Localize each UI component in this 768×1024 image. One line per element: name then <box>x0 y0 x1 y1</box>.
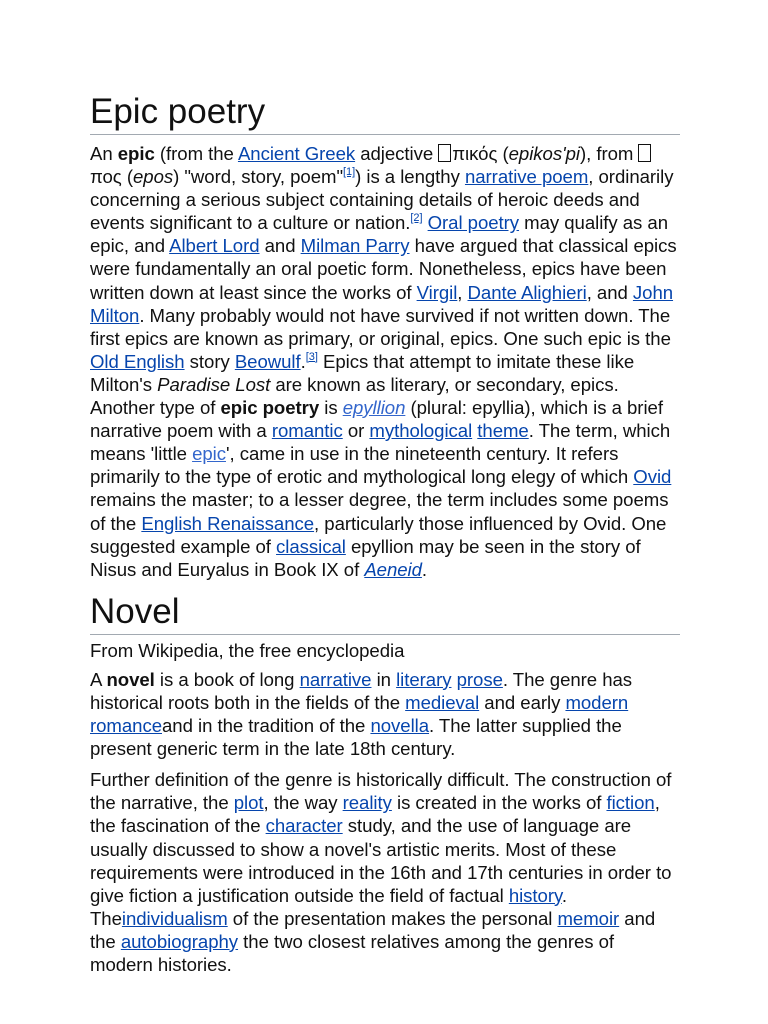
bold-term-novel: novel <box>106 668 155 690</box>
reference-link-2[interactable]: [2] <box>410 212 423 225</box>
link-beowulf[interactable]: Beowulf <box>234 350 301 372</box>
link-ancient-greek[interactable]: Ancient Greek <box>237 143 356 164</box>
link-medieval[interactable]: medieval <box>405 691 480 713</box>
link-epyllion[interactable]: epyllion <box>342 397 406 419</box>
link-literary[interactable]: literary <box>396 668 452 690</box>
link-theme[interactable]: theme <box>477 420 529 442</box>
link-character[interactable]: character <box>265 815 343 837</box>
link-old-english[interactable]: Old English <box>90 350 185 372</box>
link-oral-poetry[interactable]: Oral poetry <box>427 212 520 234</box>
reference-link-3[interactable]: [3] <box>305 350 318 363</box>
novel-paragraph-2: Further definition of the genre is historically difficult. The construction of the narrative, the plot, the way reality is created in the works of fiction, the fascination of the character study, and the use of language are usually discussed to show a novel's artistic merits. Most of these requirements were introduced in the 16th and 17th centuries in order to give fiction a justification outside the field of factual history. Theindividualism of the presentation makes the personal memoir and the autobiography the two closest relatives among the genres of modern histories. <box>90 769 672 975</box>
novel-paragraph-1: A novel is a book of long narrative in literary prose. The genre has historical roots both in the fields of the medieval and early modern romanceand in the tradition of the novella. The latter supplied the present generic term in the late 18th century. <box>90 668 633 760</box>
bold-term-epic: epic <box>117 143 155 164</box>
section-heading-novel: Novel <box>90 592 680 635</box>
link-epic[interactable]: epic <box>192 443 226 465</box>
link-dante-alighieri[interactable]: Dante Alighieri <box>467 281 587 303</box>
link-ovid[interactable]: Ovid <box>633 466 672 488</box>
link-aeneid[interactable]: Aeneid <box>364 558 422 580</box>
missing-glyph-box-icon <box>638 144 651 162</box>
link-narrative[interactable]: narrative <box>299 668 372 690</box>
link-prose[interactable]: prose <box>456 668 503 690</box>
link-autobiography[interactable]: autobiography <box>120 930 239 952</box>
link-narrative-poem[interactable]: narrative poem <box>464 166 589 188</box>
page-subtitle: From Wikipedia, the free encyclopedia <box>90 639 405 661</box>
link-fiction[interactable]: fiction <box>606 792 655 814</box>
link-individualism[interactable]: individualism <box>121 907 228 929</box>
article-page <box>90 0 680 976</box>
link-mythological[interactable]: mythological <box>369 420 473 442</box>
reference-link-1[interactable]: [1] <box>343 166 356 179</box>
link-romance[interactable]: romance <box>90 715 162 737</box>
link-romantic[interactable]: romantic <box>271 420 343 442</box>
link-novella[interactable]: novella <box>370 715 430 737</box>
link-reality[interactable]: reality <box>342 792 392 814</box>
link-plot[interactable]: plot <box>233 792 264 814</box>
link-modern[interactable]: modern <box>565 691 629 713</box>
link-virgil[interactable]: Virgil <box>416 281 458 303</box>
link-albert-lord[interactable]: Albert Lord <box>169 235 260 257</box>
section-heading-epic-poetry: Epic poetry <box>90 92 680 135</box>
bold-term-epic-poetry: epic poetry <box>220 397 320 419</box>
link-history[interactable]: history <box>508 884 562 906</box>
link-milman-parry[interactable]: Milman Parry <box>300 235 410 257</box>
link-memoir[interactable]: memoir <box>557 907 620 929</box>
link-john-milton[interactable]: John Milton <box>90 281 674 326</box>
link-classical[interactable]: classical <box>276 535 346 557</box>
link-english-renaissance[interactable]: English Renaissance <box>141 512 315 534</box>
epic-paragraph: An epic (from the Ancient Greek adjective πικός (epikos'pi), from πος (epos) "word, story, poem"[1]) is a lengthy narrative poem, ordinarily concerning a serious subject containing details of heroic deeds and events significant to a culture or nation.[2] Oral poetry may qualify as an epic, and Albert Lord and Milman Parry have argued that classical epics were fundamentally an oral poetic form. Nonetheless, epics have been written down at least since the works of Virgil, Dante Alighieri, and John Milton. Many probably would not have survived if not written down. The first epics are known as primary, or original, epics. One such epic is the Old English story Beowulf.[3] Epics that attempt to imitate these like Milton's Paradise Lost are known as literary, or secondary, epics. Another type of epic poetry is epyllion (plural: epyllia), which is a brief narrative poem with a romantic or mythological theme. The term, which means 'little epic', came in use in the nineteenth century. It refers primarily to the type of erotic and mythological long elegy of which Ovid remains the master; to a lesser degree, the term includes some poems of the English Renaissance, particularly those influenced by Ovid. One suggested example of classical epyllion may be seen in the story of Nisus and Euryalus in Book IX of Aeneid. <box>90 143 677 580</box>
missing-glyph-box-icon <box>438 144 451 162</box>
